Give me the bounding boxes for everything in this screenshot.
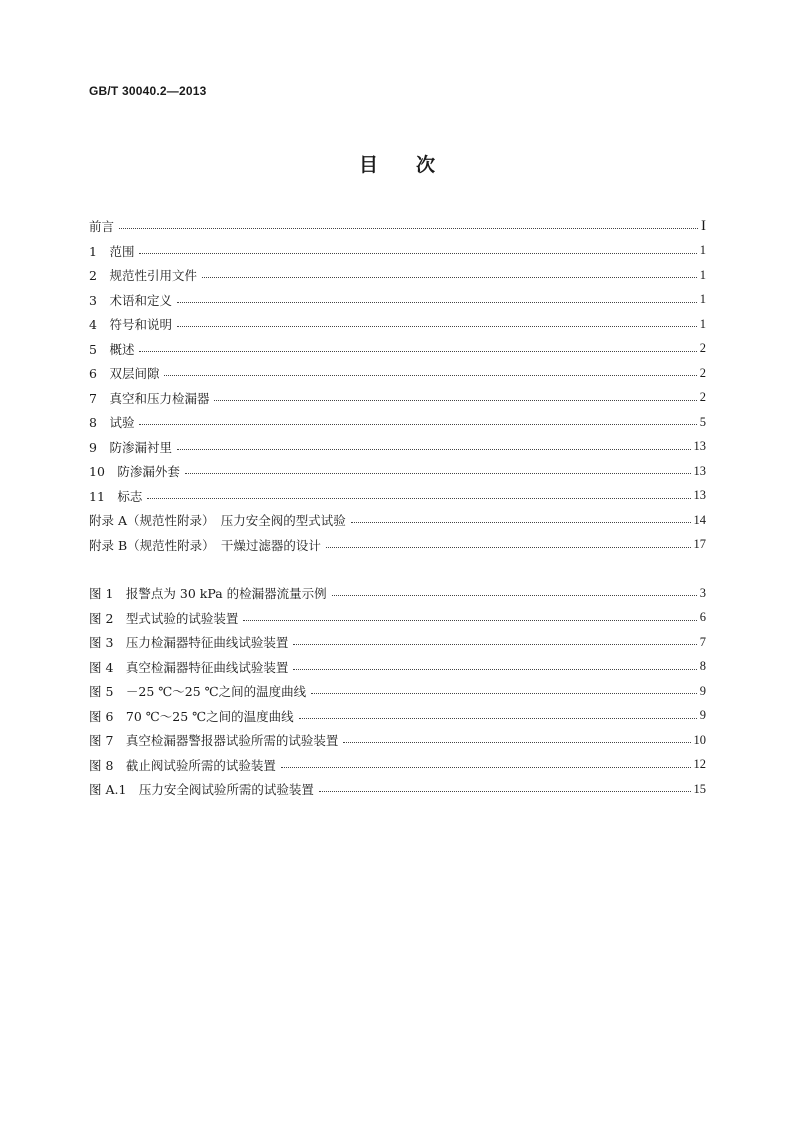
dot-leader [202, 276, 697, 278]
figure-entry[interactable] [89, 777, 706, 802]
figure-entry-label: 图 6 70 ℃～25 ℃之间的温度曲线 [89, 708, 294, 724]
figure-entry-label: 图 8 截止阀试验所需的试验装置 [89, 757, 276, 773]
toc-entry[interactable] [89, 361, 706, 386]
toc-entry-page-number: 14 [693, 512, 706, 527]
figure-entry-page-number: 3 [699, 585, 706, 600]
toc-entry-label: 附录 B（规范性附录） 干燥过滤器的设计 [89, 537, 321, 553]
dot-leader [319, 790, 691, 792]
toc-entry[interactable] [89, 508, 706, 533]
toc-entry-page-number: 1 [699, 243, 706, 258]
figure-entry-label: 图 5 －25 ℃～25 ℃之间的温度曲线 [89, 684, 307, 700]
figure-entry[interactable] [89, 728, 706, 753]
figure-entry-page-number: 15 [693, 781, 706, 796]
toc-entry[interactable] [89, 337, 706, 362]
toc-entry-label: 6 双层间隙 [89, 366, 160, 382]
dot-leader [177, 301, 697, 303]
toc-entry-page-number: 2 [699, 341, 706, 356]
toc-entry-label: 5 概述 [89, 341, 135, 357]
toc-entry-label: 8 试验 [89, 415, 135, 431]
dot-leader [139, 350, 696, 352]
toc-entry[interactable] [89, 239, 706, 264]
page-title: 目次 [358, 154, 473, 176]
dot-leader [293, 668, 696, 670]
toc-entry[interactable] [89, 386, 706, 411]
figure-entry[interactable] [89, 606, 706, 631]
toc-entry[interactable] [89, 312, 706, 337]
toc-entry-label: 11 标志 [89, 488, 143, 504]
toc-entry[interactable] [89, 288, 706, 313]
standard-number: GB/T 30040.2—2013 [89, 84, 207, 98]
dot-leader [243, 619, 696, 621]
toc-entry[interactable] [89, 410, 706, 435]
figure-entry-label: 图 1 报警点为 30 kPa 的检漏器流量示例 [89, 586, 327, 602]
dot-leader [177, 325, 697, 327]
figure-entry-label: 图 7 真空检漏器警报器试验所需的试验装置 [89, 733, 339, 749]
dot-leader [139, 252, 696, 254]
toc-entry[interactable] [89, 484, 706, 509]
figure-entry-page-number: 10 [693, 732, 706, 747]
dot-leader [299, 717, 697, 719]
dot-leader [351, 521, 691, 523]
toc-entry-page-number: 1 [699, 316, 706, 331]
toc-entry-page-number: 13 [693, 488, 706, 503]
toc-entry-label: 10 防渗漏外套 [89, 464, 180, 480]
dot-leader [326, 546, 691, 548]
figure-entry[interactable] [89, 581, 706, 606]
toc-entry[interactable] [89, 435, 706, 460]
dot-leader [343, 741, 690, 743]
toc-entry-page-number: 17 [693, 537, 706, 552]
dot-leader [119, 227, 698, 229]
dot-leader [332, 594, 697, 596]
toc-entry-label: 前言 [89, 219, 115, 235]
toc-entry-label: 3 术语和定义 [89, 292, 172, 308]
toc-entry-page-number: 5 [699, 414, 706, 429]
dot-leader [185, 472, 691, 474]
figure-entry-label: 图 2 型式试验的试验装置 [89, 610, 239, 626]
dot-leader [147, 497, 690, 499]
toc-entry-label: 9 防渗漏衬里 [89, 439, 172, 455]
dot-leader [139, 423, 696, 425]
figure-entry[interactable] [89, 704, 706, 729]
toc-entry-page-number: 2 [699, 365, 706, 380]
toc-entry-page-number: 13 [693, 463, 706, 478]
toc-entry-label: 7 真空和压力检漏器 [89, 390, 210, 406]
toc-entry[interactable] [89, 459, 706, 484]
dot-leader [311, 692, 697, 694]
figure-entry-label: 图 4 真空检漏器特征曲线试验装置 [89, 659, 289, 675]
dot-leader [281, 766, 691, 768]
figure-entry[interactable] [89, 753, 706, 778]
list-of-figures [89, 581, 706, 802]
toc-entry-page-number: 1 [699, 267, 706, 282]
dot-leader [293, 643, 696, 645]
figure-entry-page-number: 9 [699, 683, 706, 698]
figure-entry-page-number: 7 [699, 634, 706, 649]
toc-entry-page-number: 1 [699, 292, 706, 307]
toc-entry-label: 附录 A（规范性附录） 压力安全阀的型式试验 [89, 513, 346, 529]
figure-entry[interactable] [89, 655, 706, 680]
figure-entry[interactable] [89, 679, 706, 704]
toc-entry[interactable] [89, 263, 706, 288]
figure-entry-label: 图 3 压力检漏器特征曲线试验装置 [89, 635, 289, 651]
toc-entry-label: 2 规范性引用文件 [89, 268, 197, 284]
figure-entry-page-number: 6 [699, 610, 706, 625]
figure-entry[interactable] [89, 630, 706, 655]
toc-entry[interactable] [89, 214, 706, 239]
figure-entry-page-number: 8 [699, 659, 706, 674]
figure-entry-label: 图 A.1 压力安全阀试验所需的试验装置 [89, 782, 314, 798]
toc-entry-page-number: 2 [699, 390, 706, 405]
table-of-contents [89, 214, 706, 557]
figure-entry-page-number: 12 [693, 757, 706, 772]
dot-leader [164, 374, 696, 376]
dot-leader [214, 399, 696, 401]
toc-entry[interactable] [89, 533, 706, 558]
dot-leader [177, 448, 691, 450]
toc-entry-label: 1 范围 [89, 243, 135, 259]
toc-entry-page-number: I [701, 217, 706, 234]
toc-entry-label: 4 符号和说明 [89, 317, 172, 333]
figure-entry-page-number: 9 [699, 708, 706, 723]
toc-entry-page-number: 13 [693, 439, 706, 454]
